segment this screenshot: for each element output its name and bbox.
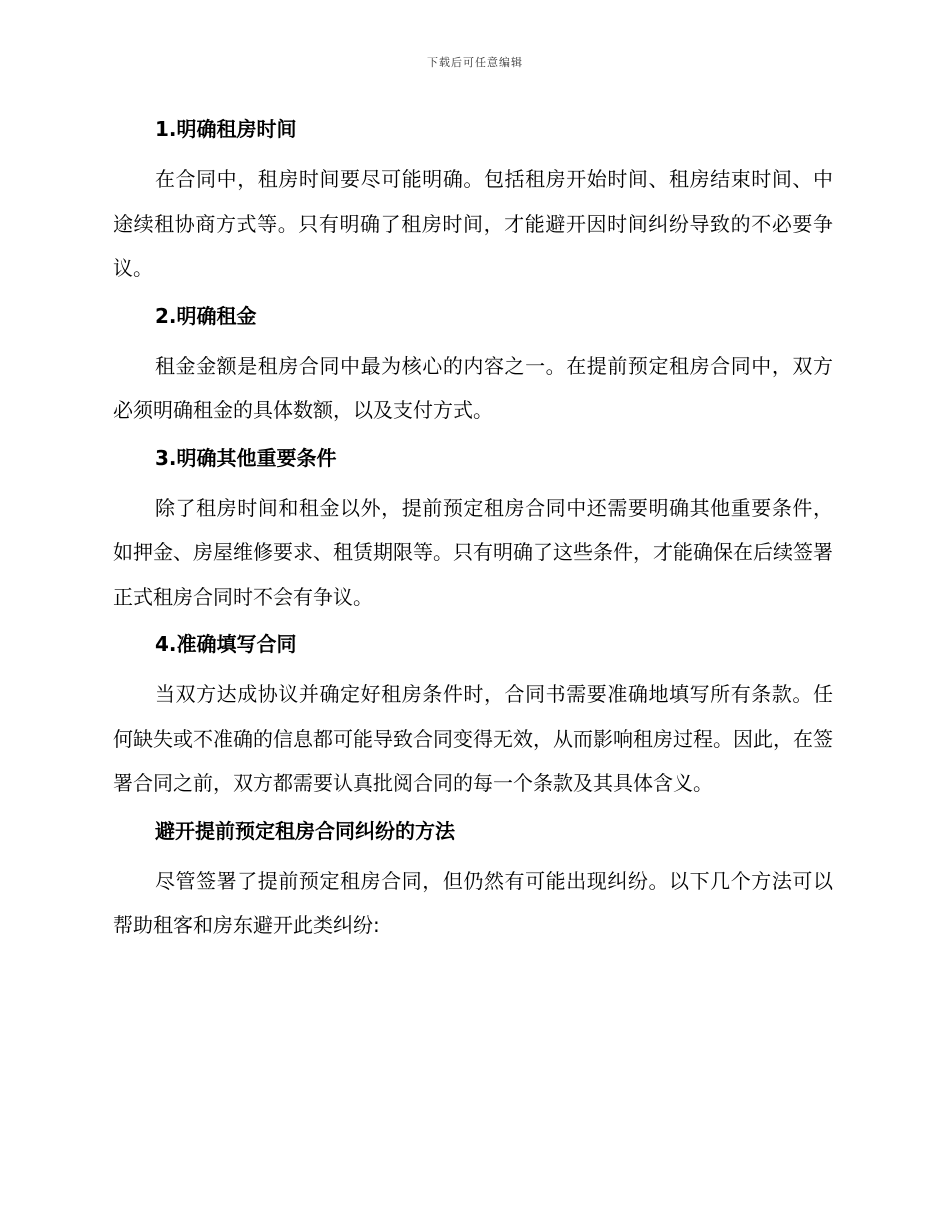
section-heading: 避开提前预定租房合同纠纷的方法 — [155, 818, 455, 843]
section-paragraph: 租金金额是租房合同中最为核心的内容之一。在提前预定租房合同中，双方必须明确租金的具体数额，以及支付方式。 — [113, 353, 833, 422]
document-body — [113, 112, 833, 956]
section-heading: 3.明确其他重要条件 — [155, 445, 337, 470]
section-heading: 1.明确租房时间 — [155, 117, 297, 141]
section-paragraph: 当双方达成协议并确定好租房条件时，合同书需要准确地填写所有条款。任何缺失或不准确的信息都可能导致合同变得无效，从而影响租房过程。因此，在签署合同之前，双方都需要认真批阅合同的每一个条款及其具体含义。 — [113, 682, 833, 795]
header-note: 下载后可任意编辑 — [427, 56, 523, 69]
section-paragraph: 除了租房时间和租金以外，提前预定租房合同中还需要明确其他重要条件，如押金、房屋维修要求、租赁期限等。只有明确了这些条件，才能确保在后续签署正式租房合同时不会有争议。 — [113, 495, 833, 609]
section-paragraph: 尽管签署了提前预定租房合同，但仍然有可能出现纠纷。以下几个方法可以帮助租客和房东避开此类纠纷: — [113, 868, 833, 937]
section-heading: 4.准确填写合同 — [155, 632, 297, 656]
section-paragraph: 在合同中，租房时间要尽可能明确。包括租房开始时间、租房结束时间、中途续租协商方式等。只有明确了租房时间，才能避开因时间纠纷导致的不必要争议。 — [113, 167, 833, 280]
section-heading: 2.明确租金 — [155, 303, 257, 328]
